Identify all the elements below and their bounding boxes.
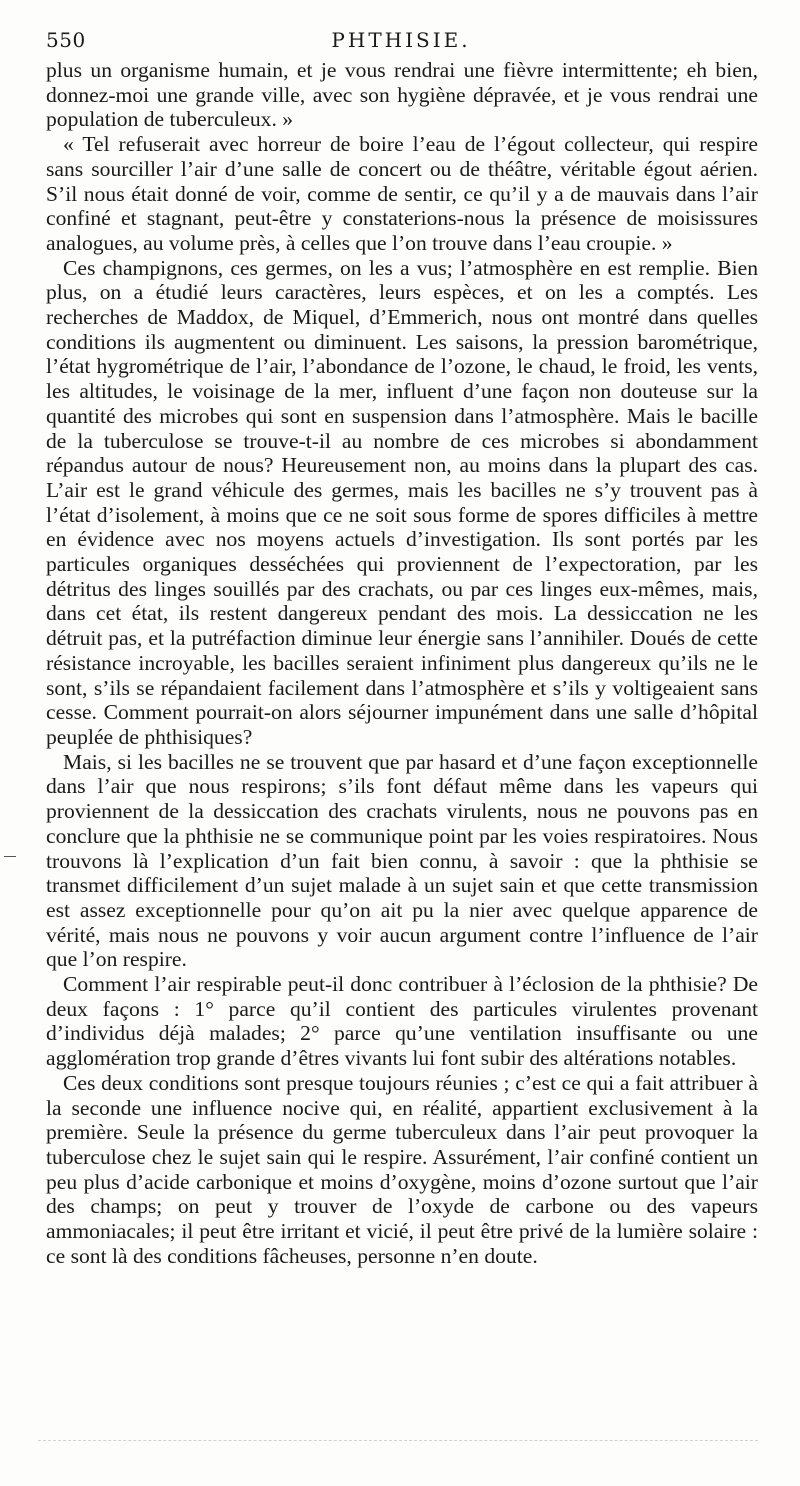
paragraph-2: « Tel refuserait avec horreur de boire l’eau de l’égout collecteur, qui respire sans sourciller l’air d’une salle de concert ou de théâtre, véritable égout aérien. S’il nous était donné de voir, comme de sentir, ce qu’il y a de mauvais dans l’air confiné et stagnant, peut-être y constaterions-nous la présence de moisissures analogues, au volume près, à celles que l’on trouve dans l’eau croupie. » (46, 132, 758, 255)
footer-bleed-through (38, 1440, 758, 1441)
paragraph-1: plus un organisme humain, et je vous rendrai une fièvre intermittente; eh bien, donnez-moi une grande ville, avec son hygiène dépravée, et je vous rendrai une population de tuberculeux. » (46, 58, 758, 132)
paragraph-4: Mais, si les bacilles ne se trouvent que par hasard et d’une façon exceptionnelle dans l’air que nous respirons; s’ils font défaut même dans les vapeurs qui proviennent de la dessiccation des crachats virulents, nous ne pouvons pas en conclure que la phthisie ne se communique point par les voies respiratoires. Nous trouvons là l’explication d’un fait bien connu, à savoir : que la phthisie se transmet difficilement d’un sujet malade à un sujet sain et que cette transmission est assez exceptionnelle pour qu’on ait pu la nier avec quelque apparence de vérité, mais nous ne pouvons y voir aucun argument contre l’influence de l’air que l’on respire. (46, 749, 758, 972)
paragraph-6: Ces deux conditions sont presque toujours réunies ; c’est ce qui a fait attribuer à la seconde une influence nocive qui, en réalité, appartient exclusivement à la première. Seule la présence du germe tuberculeux dans l’air peut provoquer la tuberculose chez le sujet sain qui le respire. Assurément, l’air confiné contient un peu plus d’acide carbonique et moins d’oxygène, moins d’ozone surtout que l’air des champs; on peut y trouver de l’oxyde de carbone ou des vapeurs ammoniacales; il peut être irritant et vicié, il peut être privé de la lumière solaire : ce sont là des conditions fâcheuses, personne n’en doute. (46, 1070, 758, 1268)
page-number: 550 (46, 28, 86, 52)
running-title: PHTHISIE. (331, 28, 471, 52)
page-header (46, 28, 756, 58)
body-text (46, 58, 758, 1268)
margin-mark (4, 856, 16, 857)
paragraph-3: Ces champignons, ces germes, on les a vus; l’atmosphère en est remplie. Bien plus, on a étudié leurs caractères, leurs espèces, et on les a comptés. Les recherches de Maddox, de Miquel, d’Emmerich, nous ont montré dans quelles conditions ils augmentent ou diminuent. Les saisons, la pression barométrique, l’état hygrométrique de l’air, l’abondance de l’ozone, le chaud, le froid, les vents, les altitudes, le voisinage de la mer, influent d’une façon non douteuse sur la quantité des microbes qui sont en suspension dans l’atmosphère. Mais le bacille de la tuberculose se trouve-t-il au nombre de ces microbes si abondamment répandus autour de nous? Heureusement non, au moins dans la plupart des cas. L’air est le grand véhicule des germes, mais les bacilles ne s’y trouvent pas à l’état d’isolement, à moins que ce ne soit sous forme de spores difficiles à mettre en évidence avec nos moyens actuels d’investigation. Ils sont portés par les particules organiques desséchées qui proviennent de l’expectoration, par les détritus des linges souillés par des crachats, ou par ces linges eux-mêmes, mais, dans cet état, ils restent dangereux pendant des mois. La dessiccation ne les détruit pas, et la putréfaction diminue leur énergie sans l’annihiler. Doués de cette résistance incroyable, les bacilles seraient infiniment plus dangereux qu’ils ne le sont, s’ils se répandaient facilement dans l’atmosphère et s’ils y voltigeaient sans cesse. Comment pourrait-on alors séjourner impunément dans une salle d’hôpital peuplée de phthisiques? (46, 255, 758, 749)
paragraph-5: Comment l’air respirable peut-il donc contribuer à l’éclosion de la phthisie? De deux façons : 1° parce qu’il contient des particules virulentes provenant d’individus déjà malades; 2° parce qu’une ventilation insuffisante ou une agglomération trop grande d’êtres vivants lui font subir des altérations notables. (46, 972, 758, 1071)
